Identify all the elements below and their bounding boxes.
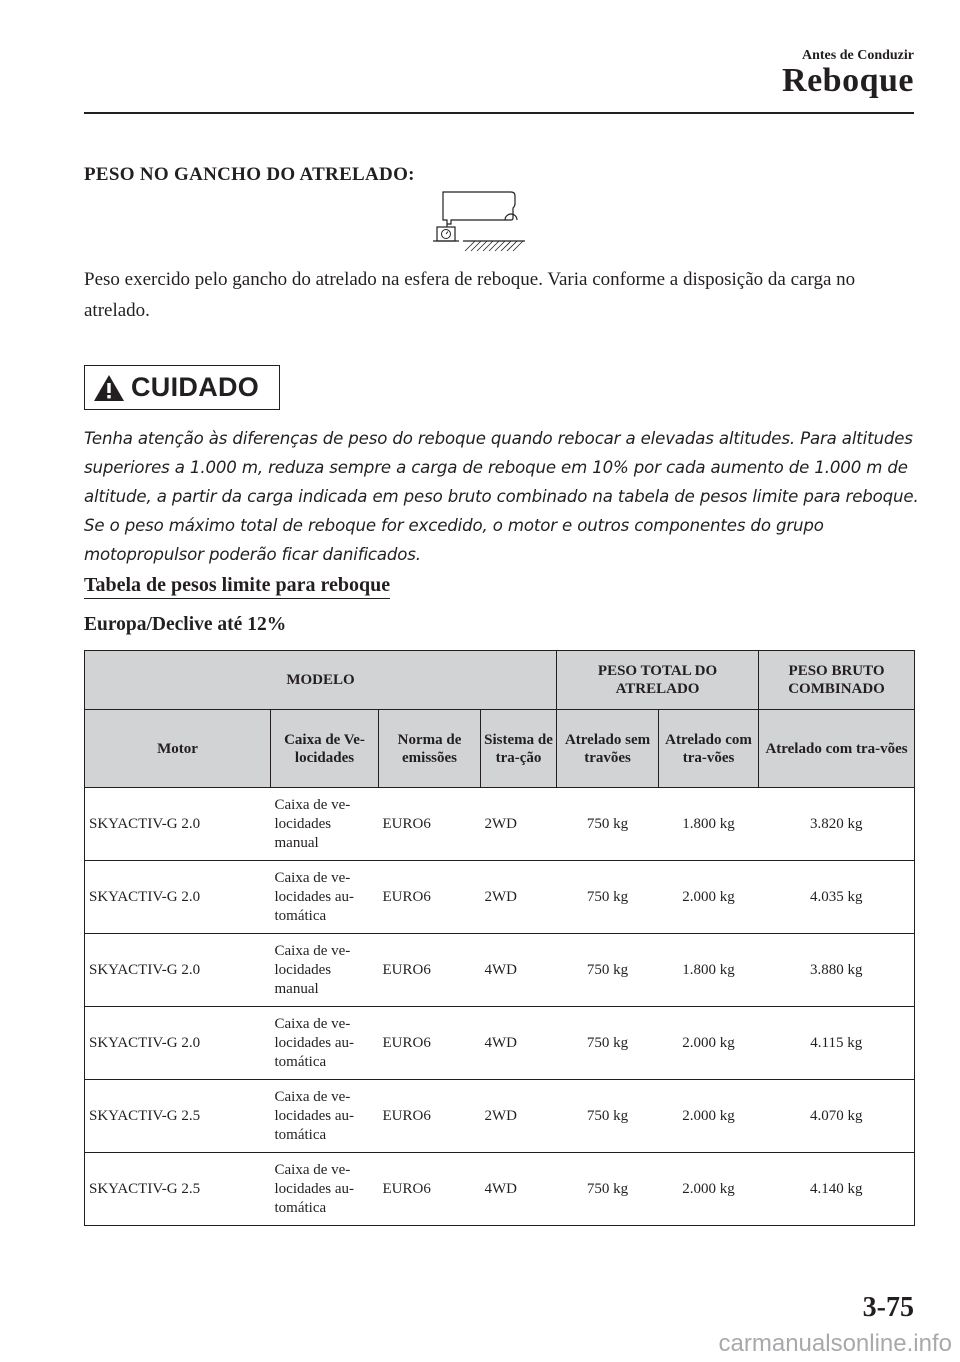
cell-drive: 2WD bbox=[481, 788, 557, 861]
cell-unbraked: 750 kg bbox=[557, 1007, 659, 1080]
cell-drive: 4WD bbox=[481, 1153, 557, 1226]
cell-unbraked: 750 kg bbox=[557, 1153, 659, 1226]
col-motor: Motor bbox=[85, 710, 271, 788]
table-title: Tabela de pesos limite para reboque bbox=[84, 574, 390, 599]
cell-emissions: EURO6 bbox=[379, 788, 481, 861]
cell-unbraked: 750 kg bbox=[557, 861, 659, 934]
table-row bbox=[85, 1153, 915, 1226]
cell-gearbox: Caixa de ve-locidades au-tomática bbox=[271, 1080, 379, 1153]
trailer-hitch-scale-icon bbox=[431, 190, 527, 252]
cell-braked: 2.000 kg bbox=[659, 1080, 759, 1153]
cell-braked: 1.800 kg bbox=[659, 934, 759, 1007]
cell-emissions: EURO6 bbox=[379, 934, 481, 1007]
warning-triangle-icon bbox=[93, 374, 125, 402]
page-title: Reboque bbox=[782, 62, 914, 99]
cell-unbraked: 750 kg bbox=[557, 1080, 659, 1153]
cell-drive: 4WD bbox=[481, 1007, 557, 1080]
header-rule bbox=[84, 112, 914, 114]
header-gross-combined: PESO BRUTO COMBINADO bbox=[759, 651, 915, 710]
cell-gearbox: Caixa de ve-locidades au-tomática bbox=[271, 861, 379, 934]
col-unbraked: Atrelado sem travões bbox=[557, 710, 659, 788]
page-number: 3-75 bbox=[862, 1292, 914, 1323]
cell-gearbox: Caixa de ve-locidades manual bbox=[271, 934, 379, 1007]
col-drive-system: Sistema de tra-ção bbox=[481, 710, 557, 788]
cell-unbraked: 750 kg bbox=[557, 934, 659, 1007]
cell-gearbox: Caixa de ve-locidades au-tomática bbox=[271, 1007, 379, 1080]
cell-braked: 2.000 kg bbox=[659, 861, 759, 934]
hitch-weight-heading: PESO NO GANCHO DO ATRELADO: bbox=[84, 164, 415, 185]
col-emissions: Norma de emissões bbox=[379, 710, 481, 788]
hitch-weight-description: Peso exercido pelo gancho do atrelado na esfera de reboque. Varia conforme a disposição da carga no atrelado. bbox=[84, 269, 856, 321]
header-model: MODELO bbox=[85, 651, 557, 710]
cell-emissions: EURO6 bbox=[379, 1007, 481, 1080]
table-row bbox=[85, 788, 915, 861]
cell-motor: SKYACTIV-G 2.0 bbox=[85, 788, 271, 861]
cell-gross-braked: 3.880 kg bbox=[759, 934, 915, 1007]
cell-gross-braked: 4.035 kg bbox=[759, 861, 915, 934]
cell-gearbox: Caixa de ve-locidades manual bbox=[271, 788, 379, 861]
cell-emissions: EURO6 bbox=[379, 1153, 481, 1226]
cell-drive: 2WD bbox=[481, 1080, 557, 1153]
watermark: carmanualsonline.info bbox=[718, 1330, 952, 1357]
caution-box bbox=[84, 365, 280, 410]
cell-drive: 2WD bbox=[481, 861, 557, 934]
cell-gross-braked: 3.820 kg bbox=[759, 788, 915, 861]
caution-label: CUIDADO bbox=[131, 372, 260, 402]
region-heading: Europa/Declive até 12% bbox=[84, 614, 287, 635]
table-row bbox=[85, 1007, 915, 1080]
cell-motor: SKYACTIV-G 2.5 bbox=[85, 1080, 271, 1153]
cell-drive: 4WD bbox=[481, 934, 557, 1007]
col-gross-braked: Atrelado com tra-vões bbox=[759, 710, 915, 788]
cell-braked: 1.800 kg bbox=[659, 788, 759, 861]
table-row bbox=[85, 861, 915, 934]
col-gearbox: Caixa de Ve-locidades bbox=[271, 710, 379, 788]
cell-emissions: EURO6 bbox=[379, 1080, 481, 1153]
cell-emissions: EURO6 bbox=[379, 861, 481, 934]
cell-gearbox: Caixa de ve-locidades au-tomática bbox=[271, 1153, 379, 1226]
cell-braked: 2.000 kg bbox=[659, 1153, 759, 1226]
cell-motor: SKYACTIV-G 2.5 bbox=[85, 1153, 271, 1226]
cell-braked: 2.000 kg bbox=[659, 1007, 759, 1080]
cell-motor: SKYACTIV-G 2.0 bbox=[85, 1007, 271, 1080]
col-braked: Atrelado com tra-vões bbox=[659, 710, 759, 788]
caution-text: Tenha atenção às diferenças de peso do reboque quando rebocar a elevadas altitudes. Para altitudes superiores a 1.000 m, reduza sempre a carga de reboque em 10% por cada aumento de 1.000 m de altitude, a partir da carga indicada em peso bruto combinado na tabela de pesos limite para reboque. Se o peso máximo total de reboque for excedido, o motor e outros componentes do grupo motopropulsor poderão ficar danificados. bbox=[84, 429, 919, 564]
cell-unbraked: 750 kg bbox=[557, 788, 659, 861]
cell-gross-braked: 4.070 kg bbox=[759, 1080, 915, 1153]
cell-motor: SKYACTIV-G 2.0 bbox=[85, 934, 271, 1007]
cell-motor: SKYACTIV-G 2.0 bbox=[85, 861, 271, 934]
towing-limits-table bbox=[84, 650, 915, 1226]
table-row bbox=[85, 934, 915, 1007]
cell-gross-braked: 4.115 kg bbox=[759, 1007, 915, 1080]
table-row bbox=[85, 1080, 915, 1153]
section-label: Antes de Conduzir bbox=[801, 48, 914, 63]
cell-gross-braked: 4.140 kg bbox=[759, 1153, 915, 1226]
header-total-trailer-weight: PESO TOTAL DO ATRELADO bbox=[557, 651, 759, 710]
